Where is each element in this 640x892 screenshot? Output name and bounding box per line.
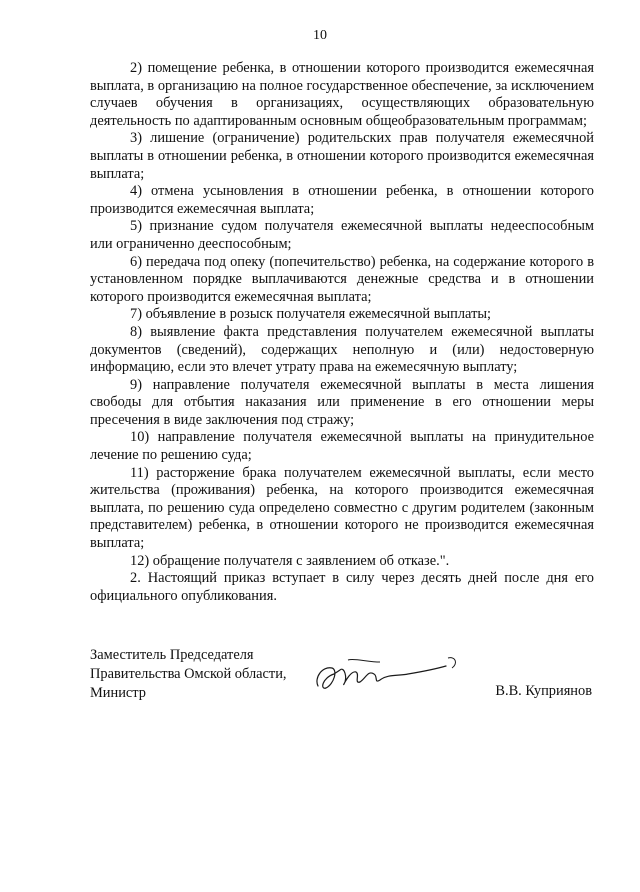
list-item: 2) помещение ребенка, в отношении которого производится ежемесячная выплата, в организацию на полное государственное обеспечение, за исключением случаев обучения в организациях, осуществляющих образовательную деятельность по адаптированным основным общеобразовательным программам; xyxy=(90,60,594,129)
signatory-title xyxy=(90,646,287,703)
signatory-name: В.В. Куприянов xyxy=(495,683,592,699)
signatory-title-line: Правительства Омской области, xyxy=(90,666,287,682)
effective-date-paragraph: 2. Настоящий приказ вступает в силу через десять дней после дня его официального опубликования. xyxy=(90,570,594,604)
list-item: 9) направление получателя ежемесячной выплаты в места лишения свободы для отбытия наказания или применение в его отношении меры пресечения в виде заключения под стражу; xyxy=(90,376,594,428)
list-item: 10) направление получателя ежемесячной выплаты на принудительное лечение по решению суда; xyxy=(90,429,594,464)
list-item: 8) выявление факта представления получателем ежемесячной выплаты документов (сведений), содержащих неполную и (или) недостоверную информацию, если это влечет утрату права на ежемесячную выплату; xyxy=(90,323,594,376)
list-item: 5) признание судом получателя ежемесячной выплаты недееспособным или ограниченно дееспособным; xyxy=(90,218,594,252)
document-body xyxy=(90,60,594,605)
handwritten-signature xyxy=(308,648,468,698)
list-item: 7) объявление в розыск получателя ежемесячной выплаты; xyxy=(130,306,492,323)
list-item: 4) отмена усыновления в отношении ребенка, в отношении которого производится ежемесячная выплата; xyxy=(90,183,594,217)
list-item: 11) расторжение брака получателем ежемесячной выплаты, если место жительства (проживания) ребенка, на которого производится ежемесячная выплата, по решению суда определено совместно с другим родителем (законным представителем) ребенка, в отношении которого не производится ежемесячная выплата; xyxy=(90,464,594,552)
list-item: 6) передача под опеку (попечительство) ребенка, на содержание которого в установленном порядке выплачиваются денежные средства и в отношении которого производится ежемесячная выплата; xyxy=(90,253,594,305)
page-number: 10 xyxy=(313,28,327,43)
signatory-title-line: Заместитель Председателя xyxy=(90,647,254,663)
list-item: 12) обращение получателя с заявлением об отказе.". xyxy=(130,552,450,569)
signatory-title-line: Министр xyxy=(90,685,146,701)
list-item: 3) лишение (ограничение) родительских прав получателя ежемесячной выплаты в отношении ребенка, в отношении которого производится ежемесячная выплата; xyxy=(90,130,594,182)
